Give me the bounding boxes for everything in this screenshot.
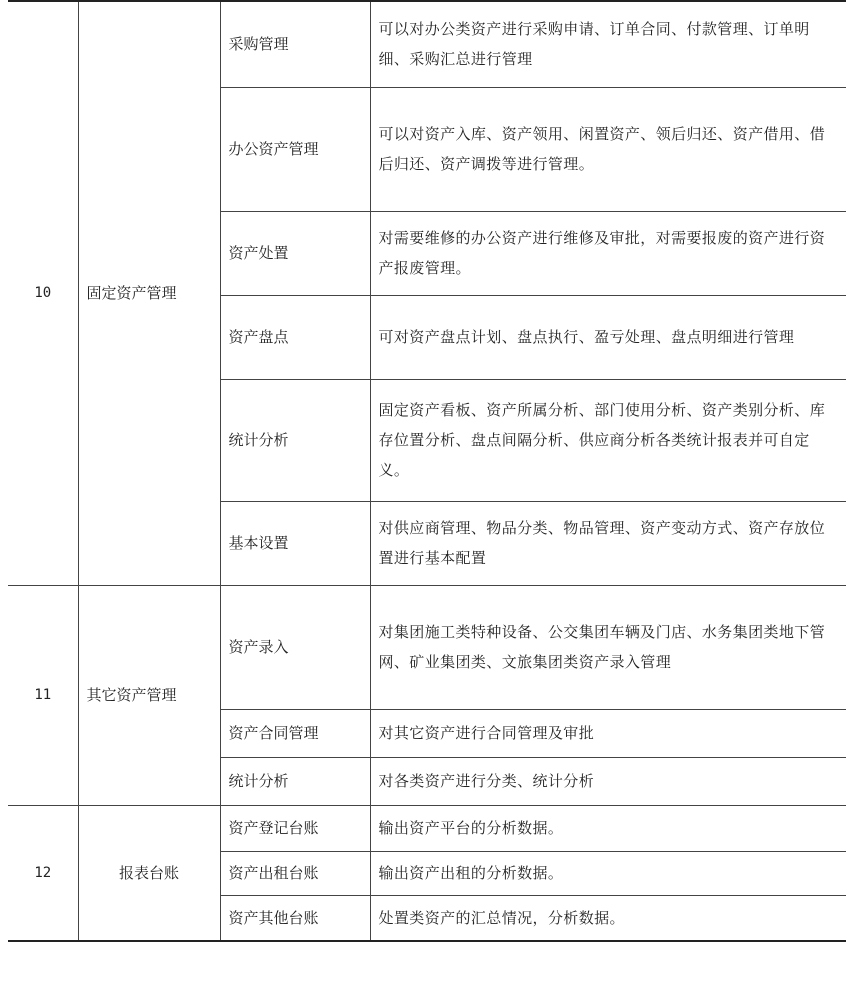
function-description-cell: 可对资产盘点计划、盘点执行、盈亏处理、盘点明细进行管理 [370, 295, 846, 379]
function-description-cell: 输出资产出租的分析数据。 [370, 851, 846, 895]
function-name-cell: 资产出租台账 [220, 851, 370, 895]
function-name-cell: 资产录入 [220, 585, 370, 709]
table-row [8, 585, 846, 709]
function-description-cell: 对供应商管理、物品分类、物品管理、资产变动方式、资产存放位置进行基本配置 [370, 501, 846, 585]
function-name-cell: 资产合同管理 [220, 709, 370, 757]
function-description-cell: 对其它资产进行合同管理及审批 [370, 709, 846, 757]
function-name-cell: 基本设置 [220, 501, 370, 585]
function-name-cell: 办公资产管理 [220, 87, 370, 211]
module-name-cell: 其它资产管理 [78, 585, 220, 805]
function-name-cell: 资产其他台账 [220, 895, 370, 941]
function-description-cell: 处置类资产的汇总情况，分析数据。 [370, 895, 846, 941]
row-number-cell: 12 [8, 805, 78, 941]
function-spec-table [8, 0, 846, 942]
function-name-cell: 统计分析 [220, 379, 370, 501]
function-description-cell: 输出资产平台的分析数据。 [370, 805, 846, 851]
function-name-cell: 统计分析 [220, 757, 370, 805]
function-name-cell: 资产盘点 [220, 295, 370, 379]
function-name-cell: 资产处置 [220, 211, 370, 295]
module-name-cell: 固定资产管理 [78, 1, 220, 585]
function-name-cell: 资产登记台账 [220, 805, 370, 851]
function-description-cell: 对需要维修的办公资产进行维修及审批，对需要报废的资产进行资产报废管理。 [370, 211, 846, 295]
function-description-cell: 固定资产看板、资产所属分析、部门使用分析、资产类别分析、库存位置分析、盘点间隔分析、供应商分析各类统计报表并可自定义。 [370, 379, 846, 501]
function-description-cell: 对集团施工类特种设备、公交集团车辆及门店、水务集团类地下管网、矿业集团类、文旅集团类资产录入管理 [370, 585, 846, 709]
function-description-cell: 可以对资产入库、资产领用、闲置资产、领后归还、资产借用、借后归还、资产调拨等进行管理。 [370, 87, 846, 211]
row-number-cell: 11 [8, 585, 78, 805]
table-row [8, 1, 846, 87]
module-name-cell: 报表台账 [78, 805, 220, 941]
function-description-cell: 对各类资产进行分类、统计分析 [370, 757, 846, 805]
row-number-cell: 10 [8, 1, 78, 585]
table-row [8, 805, 846, 851]
function-description-cell: 可以对办公类资产进行采购申请、订单合同、付款管理、订单明细、采购汇总进行管理 [370, 1, 846, 87]
function-name-cell: 采购管理 [220, 1, 370, 87]
